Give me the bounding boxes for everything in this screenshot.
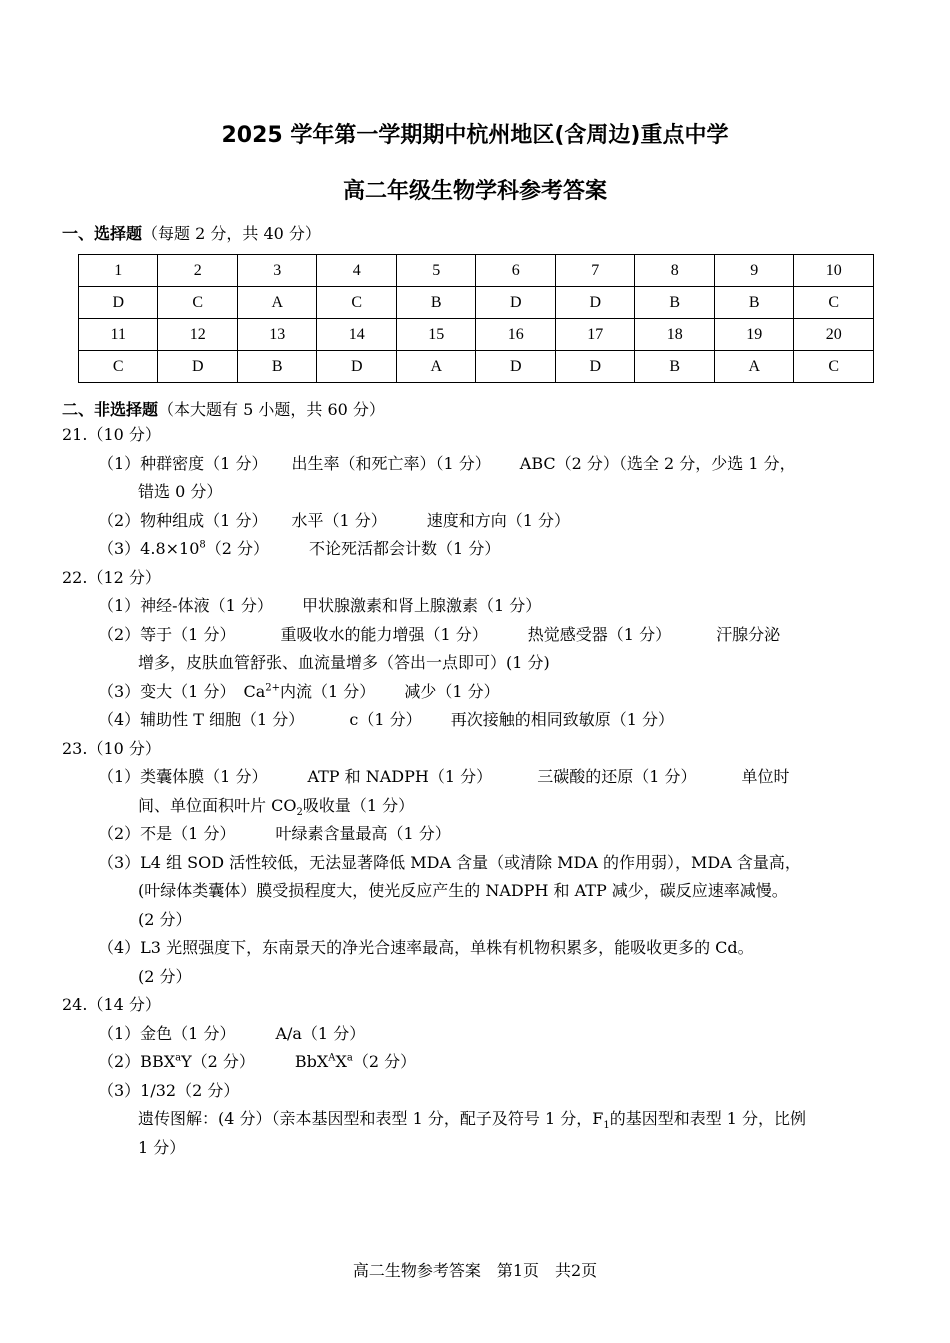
q24-line-2-sup-3: a (346, 1052, 353, 1064)
answer-table-cell: B (714, 287, 794, 319)
q24-line-4-b: 的基因型和表型 1 分，比例 (609, 1109, 807, 1128)
section-1-label: 一、选择题 (62, 224, 143, 243)
q22-line-4: （4）辅助性 T 细胞（1 分） c（1 分） 再次接触的相同致敏原（1 分） (98, 710, 674, 729)
title-line-2: 高二年级生物学科参考答案 (342, 179, 607, 204)
q22-line-3-exp: 2+ (265, 682, 280, 694)
answer-table-cell: D (476, 287, 556, 319)
q24-line-2-b: Y（2 分） BbX (181, 1052, 329, 1071)
answer-table-cell: 20 (794, 319, 874, 351)
answer-table-cell: 13 (237, 319, 317, 351)
answer-table-cell: 14 (317, 319, 397, 351)
answer-table-cell: D (476, 351, 556, 383)
page-footer: 高二生物参考答案 第1页 共2页 (352, 1261, 598, 1280)
section-2-label: 二、非选择题 (62, 400, 159, 419)
q23-line-1-cont-a: 间、单位面积叶片 CO (138, 796, 297, 815)
q21-line-2: （2）物种组成（1 分） 水平（1 分） 速度和方向（1 分） (98, 511, 570, 530)
q22-line-1: （1）神经-体液（1 分） 甲状腺激素和肾上腺激素（1 分） (98, 596, 542, 615)
answer-table-row (79, 255, 874, 287)
answer-table-cell: B (237, 351, 317, 383)
answer-table-cell: A (237, 287, 317, 319)
q24-line-3: （3）1/32（2 分） (98, 1081, 240, 1100)
answer-table-cell: D (317, 351, 397, 383)
q22-line-2-cont: 增多，皮肤血管舒张、血流量增多（答出一点即可）(1 分) (138, 653, 550, 672)
answer-table-cell: 15 (396, 319, 476, 351)
answer-table-cell: 17 (555, 319, 635, 351)
answer-table-cell: 9 (714, 255, 794, 287)
answer-table-cell: 16 (476, 319, 556, 351)
answer-table-cell: D (555, 351, 635, 383)
q23-line-1-cont-b: 吸收量（1 分） (302, 796, 415, 815)
q21-line-1: （1）种群密度（1 分） 出生率（和死亡率）（1 分） ABC（2 分）（选全 2 分，少选 1 分， (98, 454, 796, 473)
answer-table-cell: 4 (317, 255, 397, 287)
answer-table-cell: A (714, 351, 794, 383)
q24-line-2 (98, 1051, 416, 1073)
q23-heading: 23.（10 分） (62, 739, 161, 758)
title-line-1: 2025 学年第一学期期中杭州地区(含周边)重点中学 (221, 123, 729, 148)
answer-table-cell: D (79, 287, 158, 319)
q21-heading: 21.（10 分） (62, 425, 161, 444)
q24-line-2-sup-1: a (175, 1052, 182, 1064)
answer-table-cell: 3 (237, 255, 317, 287)
answer-table-cell: 6 (476, 255, 556, 287)
q23-line-2: （2）不是（1 分） 叶绿素含量最高（1 分） (98, 824, 451, 843)
q24-line-4-a: 遗传图解：(4 分）（亲本基因型和表型 1 分，配子及符号 1 分，F (138, 1109, 604, 1128)
q21-line-3-a: （3）4.8×10 (98, 539, 200, 558)
answer-table-cell: C (317, 287, 397, 319)
q24-line-2-a: （2）BBX (98, 1052, 176, 1071)
answer-table-cell: C (158, 287, 238, 319)
q22-line-3-b: 内流（1 分） 减少（1 分） (279, 682, 500, 701)
q23-line-1: （1）类囊体膜（1 分） ATP 和 NADPH（1 分） 三碳酸的还原（1 分） 单位时 (98, 767, 790, 786)
answer-table-cell: 1 (79, 255, 158, 287)
q24-line-1: （1）金色（1 分） A/a（1 分） (98, 1024, 366, 1043)
answer-table (78, 254, 874, 383)
q24-heading: 24.（14 分） (62, 995, 161, 1014)
q23-line-3-cont: (叶绿体类囊体）膜受损程度大，使光反应产生的 NADPH 和 ATP 减少，碳反应速率减慢。 (138, 881, 788, 900)
answer-table-cell: 12 (158, 319, 238, 351)
q23-line-1-sub: 2 (296, 807, 303, 819)
q21-line-1-cont: 错选 0 分） (138, 482, 223, 501)
answer-table-row (79, 351, 874, 383)
q22-line-3-a: （3）变大（1 分） Ca (98, 682, 266, 701)
q23-line-4-score: (2 分） (138, 967, 192, 986)
section-1-note: （每题 2 分，共 40 分） (142, 224, 321, 243)
answer-table-cell: B (396, 287, 476, 319)
section-2-note: （本大题有 5 小题，共 60 分） (158, 400, 385, 419)
answer-table-row (79, 319, 874, 351)
answer-table-row (79, 287, 874, 319)
section-2-heading (62, 397, 385, 420)
answer-table-cell: D (555, 287, 635, 319)
answer-table-cell: 8 (635, 255, 715, 287)
section-1-heading (62, 221, 321, 244)
answer-table-cell: C (79, 351, 158, 383)
q24-line-2-sup-2: A (328, 1052, 336, 1064)
answer-table-cell: 18 (635, 319, 715, 351)
q24-line-2-c: X (335, 1052, 347, 1071)
q23-line-4: （4）L3 光照强度下，东南景天的净光合速率最高，单株有机物积累多，能吸收更多的 Cd。 (98, 938, 754, 957)
answer-table-cell: B (635, 351, 715, 383)
q23-line-1-cont (138, 795, 414, 817)
answer-table-cell: 19 (714, 319, 794, 351)
answer-table-cell: B (635, 287, 715, 319)
q21-line-3-exp: 8 (199, 539, 206, 551)
q24-line-4-cont: 1 分） (138, 1138, 186, 1157)
q23-line-3: （3）L4 组 SOD 活性较低，无法显著降低 MDA 含量（或清除 MDA 的作用弱），MDA 含量高， (98, 853, 801, 872)
q24-line-4 (138, 1108, 806, 1130)
answer-table-cell: 5 (396, 255, 476, 287)
answer-table-cell: 10 (794, 255, 874, 287)
answer-table-cell: C (794, 351, 874, 383)
q22-line-2: （2）等于（1 分） 重吸收水的能力增强（1 分） 热觉感受器（1 分） 汗腺分泌 (98, 625, 781, 644)
answer-table-cell: C (794, 287, 874, 319)
answer-table-cell: A (396, 351, 476, 383)
q23-line-3-score: (2 分） (138, 910, 192, 929)
q21-line-3 (98, 538, 500, 560)
q21-line-3-b: （2 分） 不论死活都会计数（1 分） (205, 539, 501, 558)
answer-table-cell: 2 (158, 255, 238, 287)
answer-table-cell: D (158, 351, 238, 383)
answer-table-cell: 11 (79, 319, 158, 351)
q24-line-4-sub: 1 (603, 1120, 610, 1132)
q22-heading: 22.（12 分） (62, 568, 161, 587)
q24-line-2-d: （2 分） (352, 1052, 417, 1071)
q22-line-3 (98, 681, 500, 703)
answer-table-cell: 7 (555, 255, 635, 287)
